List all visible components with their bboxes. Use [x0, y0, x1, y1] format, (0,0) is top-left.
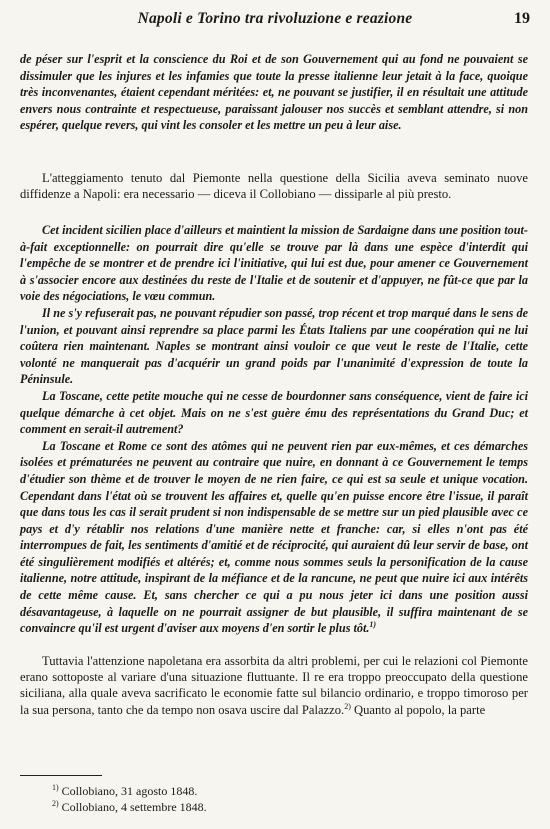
body-text: L'atteggiamento tenuto dal Piemonte nella questione della Sicilia aveva seminato nuove diffidenze a Napoli: era necessario — diceva il Collobiano — dissiparle al più presto.: [20, 171, 528, 202]
footnote: [52, 784, 522, 800]
footnotes: [52, 784, 522, 815]
footnote-text: Collobiano, 31 agosto 1848.: [58, 784, 198, 798]
french-quote-continued: [20, 51, 528, 134]
footnote-divider: [20, 775, 102, 776]
body-paragraph-attention: [20, 653, 528, 718]
running-title: Napoli e Torino tra rivoluzione e reazione: [137, 10, 413, 27]
quote-text: La Toscane et Rome ce sont des atômes qui ne peuvent rien par eux-mêmes, et ces démarches isolées et prématurées ne peuvent au contraire que nuire, en donnant à ce Gouvernement le temps d'étudier son thème et de trouver le moyen de ne rien faire, ce qui est sa seule et unique vocation. Cependant dans l'état où se trouvent les affaires et, quelle qu'en puisse encore être l'issue, il paraît que dans tous les cas il serait prudent si non indispensable de se mettre sur un pied plausible avec ce pays et d'y rétablir nos relations d'une manière nette et franche: car, si elles n'ont pas été interrompues de fait, les sentiments d'amitié et de réciprocité, qui auraient dû leur servir de base, ont été singulièrement modifiés et altérés; et, comme nous sommes seuls la personification de la cause italienne, notre attitude, inspirant de la méfiance et de la rancune, ne peut que nuire ici aux intérêts de cette même cause. Et, sans chercher ce qui a pu nous jeter ici dans une position aussi désavantageuse, à laquelle on ne pourrait assigner de but plausible, il suffira maintenant de se convaincre qu'il est urgent d'aviser aux moyens d'en sortir le plus tôt.: [20, 438, 528, 636]
page-number: 19: [514, 10, 530, 27]
french-quote-block: [20, 222, 528, 637]
footnote-mark: 2): [52, 798, 59, 808]
quote-paragraph: La Toscane, cette petite mouche qui ne cesse de bourdonner sans conséquence, vient de faire ici quelque démarche à cet objet. Mais on ne s'est guère ému des représentations du Grand Duc; et comment en serait-il autrement?: [20, 388, 528, 437]
footnote: [52, 800, 522, 816]
body-text-part: Tuttavia l'attenzione napoletana era assorbita da altri problemi, per cui le relazioni col Piemonte erano sottoposte al variare d'una situazione fluttuante. Il re era troppo preoccupato della questione siciliana, alla quale aveva sacrificato le economie fatte sul bilancio ordinario, e troppo timoroso per la sua persona, tanto che da tempo non osava uscire dal Palazzo.: [20, 654, 528, 717]
body-text-part: Quanto al popolo, la parte: [350, 702, 486, 717]
quote-paragraph: de péser sur l'esprit et la conscience du Roi et de son Gouvernement qui au fond ne pouvaient se dissimuler que les injures et les infamies que toute la presse italienne leur jetait à la face, quoique très inconvenantes, étaient cependant méritées: et, ne pouvant se justifier, il en résultait une attitude envers nous contrainte et respectueuse, paraissant jalouser nos succès et semblant attendre, si non espérer, quelque revers, qui vint les consoler et les mettre un peu à leur aise.: [20, 52, 528, 133]
footnote-marker: 2): [344, 701, 351, 711]
footnote-marker: 1): [369, 620, 377, 630]
page-header: [0, 10, 550, 34]
quote-paragraph: Il ne s'y refuserait pas, ne pouvant répudier son passé, trop récent et trop marqué dans le sens de l'union, et pouvant ainsi reprendre sa place parmi les États Italiens par une coopération qui ne lui coûtera rien maintenant. Naples se montrant ainsi vouloir ce que veut le reste de l'Italie, cette volonté ne manquerait pas d'acquérir un grand poids par l'unanimité d'expression de toute la Péninsule.: [20, 305, 528, 387]
body-text: [20, 653, 528, 718]
footnote-text: Collobiano, 4 settembre 1848.: [58, 799, 207, 814]
body-paragraph-sicily: [20, 170, 528, 202]
quote-paragraph: Cet incident sicilien place d'ailleurs et maintient la mission de Sardaigne dans une position tout-à-fait exceptionnelle: on pourrait dire qu'elle se trouve par là dans une espèce d'interdit qui l'empêche de se montrer et de prendre ici l'initiative, qui lui est due, pour amener ce Gouvernement à s'associer encore aux destinées du reste de l'Italie et de soutenir et d'appuyer, ne fût-ce que par la voie des négociations, le vœu commun.: [20, 223, 528, 304]
quote-paragraph: [20, 438, 528, 637]
footnote-mark: 1): [52, 783, 59, 792]
